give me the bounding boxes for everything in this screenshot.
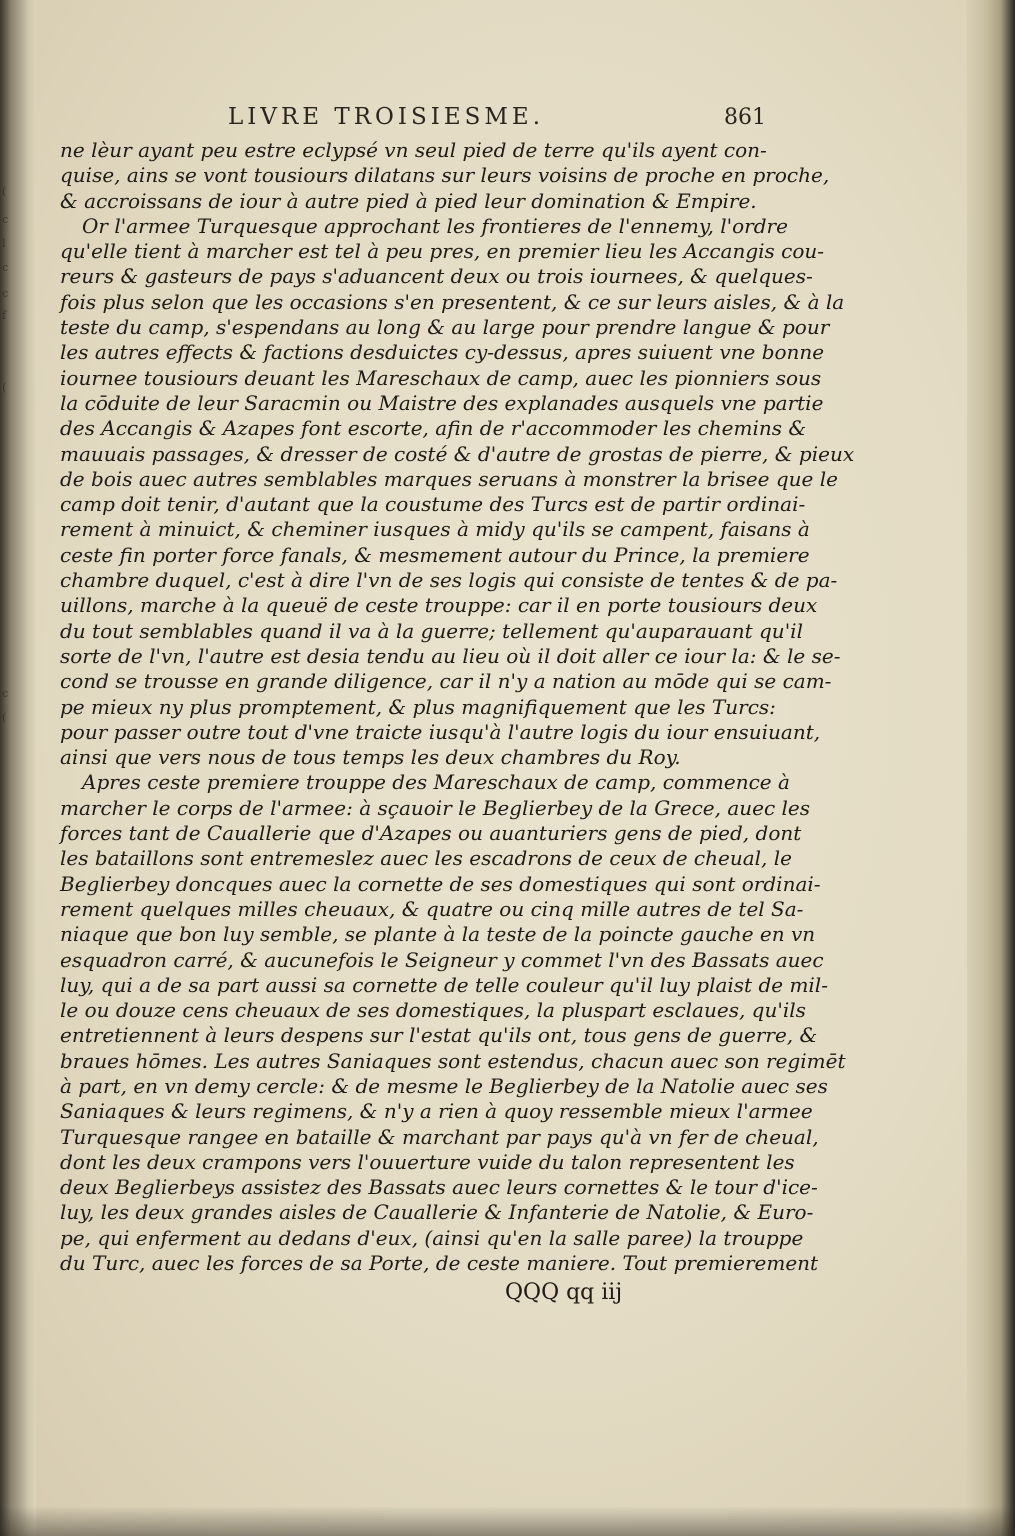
text-line: reurs & gasteurs de pays s'aduancent deux ou trois iournees, & quelques- (60, 264, 813, 289)
text-line: des Accangis & Azapes font escorte, afin de r'accommoder les chemins & (60, 416, 807, 441)
text-line: niaque que bon luy semble, se plante à la teste de la poincte gauche en vn (60, 922, 816, 947)
margin-mark: ( (2, 711, 7, 724)
text-line: chambre duquel, c'est à dire l'vn de ses logis qui consiste de tentes & de pa- (60, 568, 838, 593)
facing-page-margin-marks (2, 0, 16, 1536)
text-line: ne lèur ayant peu estre eclypsé vn seul pied de terre qu'ils ayent con- (60, 138, 767, 162)
text-line: pe mieux ny plus promptement, & plus magnifiquement que les Turcs: (60, 694, 776, 719)
text-line: ainsi que vers nous de tous temps les deux chambres du Roy. (60, 745, 681, 770)
margin-mark: f (2, 309, 7, 322)
text-line: cond se trousse en grande diligence, car il n'y a nation au mōde qui se cam- (60, 669, 832, 694)
text-line: forces tant de Cauallerie que d'Azapes ou auanturiers gens de pied, dont (60, 821, 802, 846)
folio-number: 861 (724, 105, 766, 130)
running-title: LIVRE TROISIESME. (228, 104, 545, 130)
text-line: Or l'armee Turquesque approchant les frontieres de l'ennemy, l'ordre (82, 213, 788, 238)
text-line: du Turc, auec les forces de sa Porte, de ceste maniere. Tout premierement (60, 1251, 819, 1276)
page-bottom-shadow (0, 1506, 1015, 1536)
text-line: la cōduite de leur Saracmin ou Maistre des explanades ausquels vne partie (60, 390, 824, 415)
signature-mark: QQQ qq iij (505, 1280, 623, 1305)
text-line: les autres effects & factions desduictes cy-dessus, apres suiuent vne bonne (60, 340, 825, 365)
text-line: ceste fin porter force fanals, & mesmement autour du Prince, la premiere (60, 542, 810, 567)
text-line: Beglierbey doncques auec la cornette de ses domestiques qui sont ordinai- (60, 871, 821, 896)
text-line: dont les deux crampons vers l'ouuerture vuide du talon representent les (60, 1149, 795, 1174)
text-line: luy, les deux grandes aisles de Cauallerie & Infanterie de Natolie, & Euro- (60, 1200, 814, 1225)
text-line: sorte de l'vn, l'autre est desia tendu au lieu où il doit aller ce iour la: & le se- (60, 643, 841, 668)
running-header (228, 104, 766, 134)
margin-mark: c (2, 213, 9, 226)
text-line: qu'elle tient à marcher est tel à peu pres, en premier lieu les Accangis cou- (60, 239, 825, 264)
text-line: marcher le corps de l'armee: à sçauoir le Beglierbey de la Grece, auec les (60, 795, 811, 820)
margin-mark: ( (2, 185, 7, 198)
text-line: quise, ains se vont tousiours dilatans sur leurs voisins de proche en proche, (60, 163, 830, 188)
body-text (60, 138, 855, 1276)
text-line: de bois auec autres semblables marques seruans à monstrer la brisee que le (60, 466, 838, 491)
margin-mark: l (2, 237, 6, 250)
margin-mark: ( (2, 381, 7, 394)
text-line: luy, qui a de sa part aussi sa cornette de telle couleur qu'il luy plaist de mil- (60, 972, 828, 997)
margin-mark: c (2, 287, 9, 300)
text-line: à part, en vn demy cercle: & de mesme le Beglierbey de la Natolie auec ses (60, 1073, 828, 1098)
text-line: rement à minuict, & cheminer iusques à midy qu'ils se campent, faisans à (60, 517, 810, 542)
text-line: pour passer outre tout d'vne traicte iusqu'à l'autre logis du iour ensuiuant, (60, 719, 821, 744)
margin-mark: c (2, 687, 9, 700)
text-line: iournee tousiours deuant les Mareschaux de camp, auec les pionniers sous (60, 365, 822, 390)
text-line: rement quelques milles cheuaux, & quatre ou cinq mille autres de tel Sa- (60, 896, 804, 921)
page-fore-edge (967, 0, 1015, 1536)
text-line: braues hōmes. Les autres Saniaques sont estendus, chacun auec son regimēt (60, 1048, 846, 1073)
text-line: Apres ceste premiere trouppe des Mareschaux de camp, commence à (82, 770, 790, 795)
text-line: deux Beglierbeys assistez des Bassats auec leurs cornettes & le tour d'ice- (60, 1175, 818, 1200)
text-line: teste du camp, s'espendans au long & au large pour prendre langue & pour (60, 315, 830, 340)
text-line: les bataillons sont entremeslez auec les escadrons de ceux de cheual, le (60, 846, 792, 871)
text-line: camp doit tenir, d'autant que la coustume des Turcs est de partir ordinai- (60, 492, 806, 517)
text-line: fois plus selon que les occasions s'en presentent, & ce sur leurs aisles, & à la (60, 289, 845, 314)
text-line: entretiennent à leurs despens sur l'estat qu'ils ont, tous gens de guerre, & (60, 1023, 818, 1048)
text-line: & accroissans de iour à autre pied à pied leur domination & Empire. (60, 188, 757, 213)
text-line: uillons, marche à la queuë de ceste trouppe: car il en porte tousiours deux (60, 593, 818, 618)
text-line: mauuais passages, & dresser de costé & d'autre de grostas de pierre, & pieux (60, 441, 855, 466)
text-line: le ou douze cens cheuaux de ses domestiques, la pluspart esclaues, qu'ils (60, 998, 806, 1023)
text-line: du tout semblables quand il va à la guerre; tellement qu'auparauant qu'il (60, 618, 803, 643)
text-line: pe, qui enferment au dedans d'eux, (ainsi qu'en la salle paree) la trouppe (60, 1225, 804, 1250)
margin-mark: c (2, 261, 9, 274)
text-line: esquadron carré, & aucunefois le Seigneur y commet l'vn des Bassats auec (60, 947, 824, 972)
text-line: Saniaques & leurs regimens, & n'y a rien à quoy ressemble mieux l'armee (60, 1099, 813, 1124)
text-line: Turquesque rangee en bataille & marchant par pays qu'à vn fer de cheual, (60, 1124, 819, 1149)
